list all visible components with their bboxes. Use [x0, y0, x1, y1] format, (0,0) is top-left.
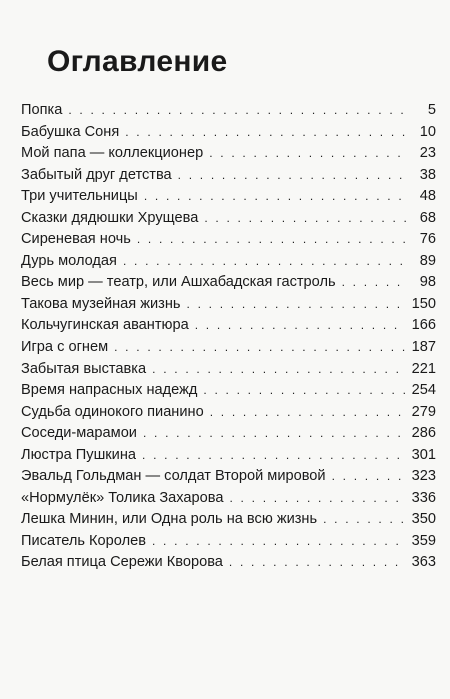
- dot-leader: [342, 272, 406, 294]
- toc-entry-title: «Нормулёк» Толика Захарова: [21, 489, 224, 506]
- toc-entry: [21, 294, 436, 316]
- dot-leader: [68, 100, 406, 122]
- dot-leader: [203, 380, 405, 402]
- toc-entry-page: 187: [411, 339, 436, 356]
- toc-entry-page: 76: [419, 231, 436, 248]
- toc-entry-page: 323: [411, 468, 436, 485]
- toc-entry-page: 286: [411, 425, 436, 442]
- toc-entry-page: 48: [419, 188, 436, 205]
- toc-entry-title: Забытый друг детства: [21, 166, 172, 183]
- toc-entry-title: Судьба одинокого пианино: [21, 403, 204, 420]
- dot-leader: [125, 122, 406, 144]
- toc-entry-title: Лешка Минин, или Одна роль на всю жизнь: [21, 511, 318, 528]
- toc-entry-title: Весь мир — театр, или Ашхабадская гастроль: [21, 274, 336, 291]
- toc-entry: [21, 315, 436, 337]
- toc-entry-page: 10: [419, 123, 436, 140]
- toc-entry: [21, 509, 436, 531]
- toc-entry-page: 336: [411, 489, 436, 506]
- dot-leader: [123, 251, 406, 273]
- toc-entry-title: Белая птица Сережи Кворова: [21, 554, 223, 571]
- dot-leader: [187, 294, 406, 316]
- dot-leader: [204, 208, 406, 230]
- toc-entry: [21, 208, 436, 230]
- toc-entry: [21, 143, 436, 165]
- toc-entry-title: Люстра Пушкина: [21, 446, 136, 463]
- toc-entry-title: Забытая выставка: [21, 360, 147, 377]
- toc-entry-page: 38: [419, 166, 436, 183]
- page-title: Оглавление: [47, 45, 228, 78]
- toc-entry-page: 98: [419, 274, 436, 291]
- dot-leader: [142, 445, 406, 467]
- toc-entry: [21, 100, 436, 122]
- toc-entry-page: 89: [419, 252, 436, 269]
- dot-leader: [144, 186, 406, 208]
- toc-entry-page: 68: [419, 209, 436, 226]
- toc-entry: [21, 466, 436, 488]
- toc-entry-title: Бабушка Соня: [21, 123, 120, 140]
- table-of-contents: [21, 100, 436, 574]
- dot-leader: [323, 509, 406, 531]
- toc-entry: [21, 423, 436, 445]
- dot-leader: [137, 229, 406, 251]
- toc-entry-title: Эвальд Гольдман — солдат Второй мировой: [21, 468, 326, 485]
- toc-entry: [21, 531, 436, 553]
- toc-entry-title: Кольчугинская авантюра: [21, 317, 189, 334]
- toc-entry-page: 221: [411, 360, 436, 377]
- toc-entry: [21, 380, 436, 402]
- dot-leader: [152, 359, 406, 381]
- toc-entry-page: 150: [411, 295, 436, 312]
- toc-entry-page: 5: [427, 102, 436, 118]
- dot-leader: [210, 402, 406, 424]
- toc-entry-page: 254: [411, 382, 436, 399]
- dot-leader: [114, 337, 406, 359]
- dot-leader: [178, 165, 406, 187]
- dot-leader: [209, 143, 406, 165]
- toc-entry: [21, 337, 436, 359]
- dot-leader: [229, 488, 405, 510]
- toc-entry-title: Сказки дядюшки Хрущева: [21, 209, 199, 226]
- dot-leader: [152, 531, 406, 553]
- toc-entry-page: 359: [411, 532, 436, 549]
- toc-entry-title: Такова музейная жизнь: [21, 295, 181, 312]
- toc-entry-title: Попка: [21, 102, 63, 118]
- toc-entry: [21, 445, 436, 467]
- toc-entry-title: Писатель Королев: [21, 532, 146, 549]
- toc-entry: [21, 552, 436, 574]
- toc-entry-title: Три учительницы: [21, 188, 138, 205]
- dot-leader: [229, 552, 406, 574]
- toc-entry-page: 363: [411, 554, 436, 571]
- toc-entry: [21, 272, 436, 294]
- dot-leader: [332, 466, 406, 488]
- toc-entry-title: Мой папа — коллекционер: [21, 145, 204, 162]
- toc-entry-page: 279: [411, 403, 436, 420]
- toc-entry-page: 166: [411, 317, 436, 334]
- toc-entry: [21, 165, 436, 187]
- toc-entry-title: Время напрасных надежд: [21, 382, 198, 399]
- dot-leader: [143, 423, 406, 445]
- toc-entry-page: 23: [419, 145, 436, 162]
- toc-entry-title: Соседи-марамои: [21, 425, 137, 442]
- toc-entry-page: 350: [411, 511, 436, 528]
- toc-entry-page: 301: [411, 446, 436, 463]
- toc-entry: [21, 402, 436, 424]
- toc-entry: [21, 359, 436, 381]
- dot-leader: [195, 315, 406, 337]
- toc-entry-title: Сиреневая ночь: [21, 231, 131, 248]
- toc-entry: [21, 251, 436, 273]
- toc-entry: [21, 488, 436, 510]
- toc-entry-title: Дурь молодая: [21, 252, 117, 269]
- toc-entry: [21, 229, 436, 251]
- toc-entry-title: Игра с огнем: [21, 339, 109, 356]
- toc-entry: [21, 122, 436, 144]
- toc-entry: [21, 186, 436, 208]
